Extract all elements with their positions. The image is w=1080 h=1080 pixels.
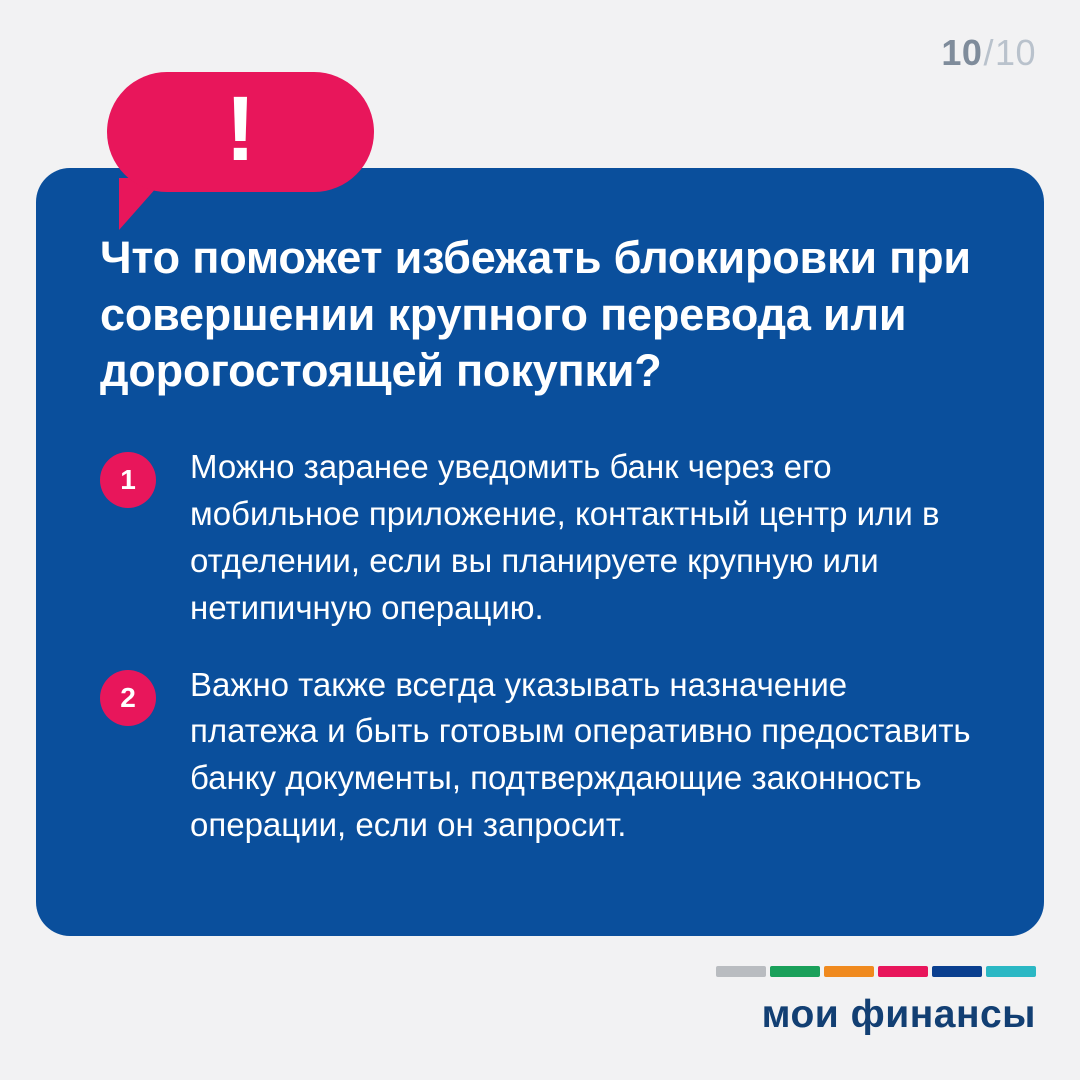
page-counter [941,32,1036,74]
page-counter-current: 10 [941,32,983,73]
page-title: Что поможет избежать блокировки при совершении крупного перевода или дорогостоящей покупки? [100,232,971,397]
brand-footer [716,966,1036,1034]
list-item-text: Важно также всегда указывать назначение платежа и быть готовым оперативно предоставить банку документы, подтверждающие законность операции, если он запросит. [190,665,971,844]
brand-bar-3 [824,966,874,977]
list-item [100,662,980,849]
brand-bar-5 [932,966,982,977]
brand-bar-4 [878,966,928,977]
brand-name: мои финансы [761,993,1036,1036]
list-item-text: Можно заранее уведомить банк через его мобильное приложение, контактный центр или в отделении, если вы планируете крупную или нетипичную операцию. [190,448,940,626]
tips-list [100,444,980,849]
speech-bubble [107,72,374,192]
list-item-number-badge: 1 [100,452,156,508]
page-counter-total: 10 [994,32,1036,73]
exclamation-mark-icon: ! [225,78,256,180]
brand-bar-2 [770,966,820,977]
list-item [100,444,980,631]
brand-color-bars [716,966,1036,977]
list-item-number-badge: 2 [100,670,156,726]
page-counter-separator: / [983,32,994,73]
content-card [36,168,1044,936]
brand-bar-6 [986,966,1036,977]
brand-bar-1 [716,966,766,977]
